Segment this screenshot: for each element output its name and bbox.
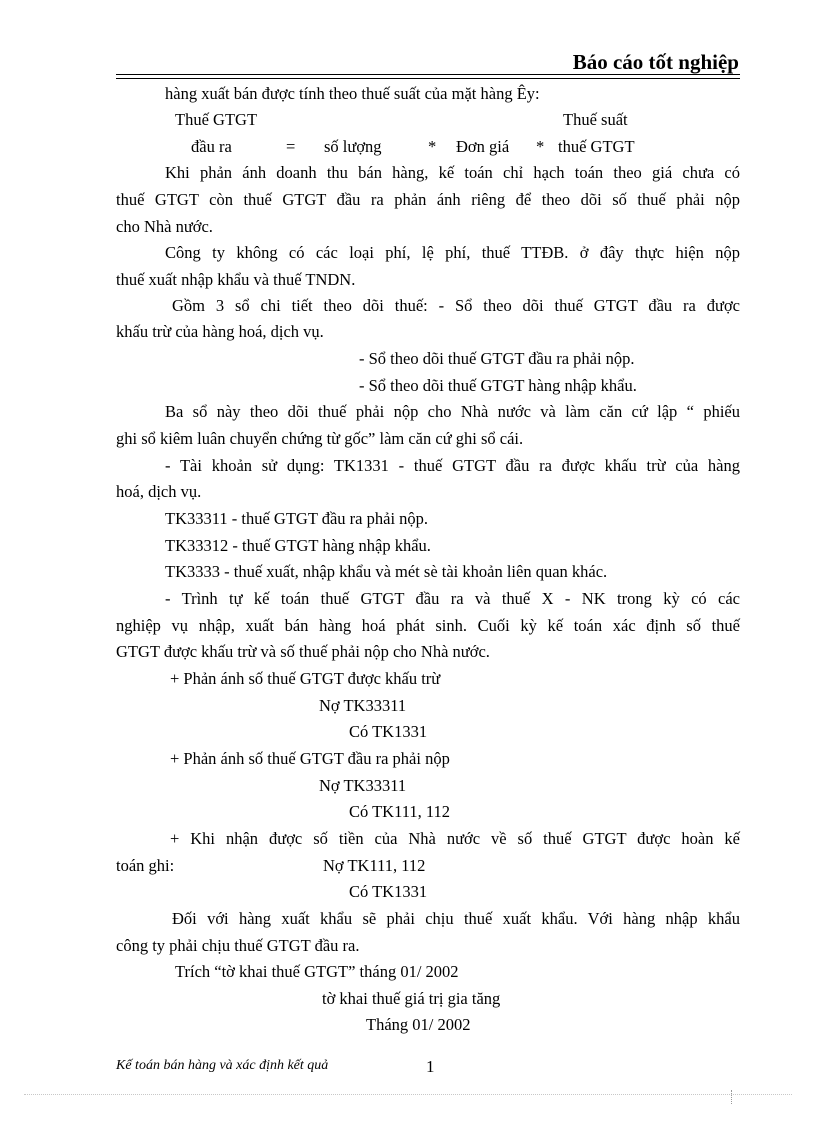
paragraph-line: cho Nhà nước. bbox=[116, 217, 213, 236]
entry-credit: Có TK111, 112 bbox=[349, 802, 450, 821]
excerpt-line: Trích “tờ khai thuế GTGT” tháng 01/ 2002 bbox=[175, 962, 459, 981]
intro-line: hàng xuất bán được tính theo thuế suất của mặt hàng Êy: bbox=[165, 84, 540, 103]
paragraph-line: hoá, dịch vụ. bbox=[116, 482, 202, 501]
ledger-item: - Sổ theo dõi thuế GTGT đầu ra phải nộp. bbox=[359, 349, 635, 368]
paragraph-line: Ba sổ này theo dõi thuế phải nộp cho Nhà nước và làm căn cứ lập “ phiếu bbox=[165, 402, 740, 421]
formula-label-vat: Thuế GTGT bbox=[175, 110, 258, 129]
paragraph-line: toán ghi: bbox=[116, 856, 175, 875]
formula-output: đầu ra bbox=[191, 137, 232, 156]
header-rule-thin bbox=[116, 78, 740, 79]
formula-label-rate: Thuế suất bbox=[563, 110, 628, 129]
paragraph-line: ghi sổ kiêm luân chuyển chứng từ gốc” làm căn cứ ghi sổ cái. bbox=[116, 429, 524, 448]
form-title: tờ khai thuế giá trị gia tăng bbox=[322, 989, 501, 1008]
paragraph-line: Khi phản ánh doanh thu bán hàng, kế toán chỉ hạch toán theo giá chưa có bbox=[165, 163, 740, 182]
paragraph-line: thuế xuất nhập khẩu và thuế TNDN. bbox=[116, 270, 356, 289]
formula-multiply-1: * bbox=[428, 137, 437, 156]
paragraph-line: - Trình tự kế toán thuế GTGT đầu ra và thuế X - NK trong kỳ có các bbox=[165, 589, 740, 608]
account-line: TK33311 - thuế GTGT đầu ra phải nộp. bbox=[165, 509, 429, 528]
entry-credit: Có TK1331 bbox=[349, 722, 428, 741]
page-number: 1 bbox=[426, 1057, 435, 1076]
formula-price: Đơn giá bbox=[456, 137, 510, 156]
form-month: Tháng 01/ 2002 bbox=[366, 1015, 471, 1034]
account-line: TK33312 - thuế GTGT hàng nhập khẩu. bbox=[165, 536, 431, 555]
paragraph-line: thuế GTGT còn thuế GTGT đầu ra phản ánh riêng để theo dõi số thuế phải nộp bbox=[116, 190, 740, 209]
account-line: TK3333 - thuế xuất, nhập khẩu và mét sè tài khoản liên quan khác. bbox=[165, 562, 608, 581]
paragraph-line: công ty phải chịu thuế GTGT đầu ra. bbox=[116, 936, 360, 955]
page-edge-rule bbox=[24, 1094, 792, 1095]
entry-debit: Nợ TK33311 bbox=[319, 696, 407, 715]
paragraph-line: Đối với hàng xuất khẩu sẽ phải chịu thuế xuất khẩu. Với hàng nhập khẩu bbox=[172, 909, 740, 928]
entry-heading: + Khi nhận được số tiền của Nhà nước về số thuế GTGT được hoàn kế bbox=[170, 829, 740, 848]
paragraph-line: - Tài khoản sử dụng: TK1331 - thuế GTGT đầu ra được khấu trừ của hàng bbox=[165, 456, 740, 475]
entry-credit: Có TK1331 bbox=[349, 882, 428, 901]
paragraph-line: Gồm 3 sổ chi tiết theo dõi thuế: - Sổ theo dõi thuế GTGT đầu ra được bbox=[172, 296, 740, 315]
paragraph-line: GTGT được khấu trừ và số thuế phải nộp cho Nhà nước. bbox=[116, 642, 490, 661]
entry-debit: Nợ TK111, 112 bbox=[323, 856, 426, 875]
paragraph-line: khấu trừ của hàng hoá, dịch vụ. bbox=[116, 322, 324, 341]
header-rule bbox=[116, 74, 740, 75]
entry-heading: + Phản ánh số thuế GTGT được khấu trừ bbox=[170, 669, 441, 688]
paragraph-line: nghiệp vụ nhập, xuất bán hàng hoá phát sinh. Cuối kỳ kế toán xác định số thuế bbox=[116, 616, 740, 635]
ledger-item: - Sổ theo dõi thuế GTGT hàng nhập khẩu. bbox=[359, 376, 637, 395]
header-title: Báo cáo tốt nghiệp bbox=[572, 50, 739, 74]
formula-rate-vat: thuế GTGT bbox=[558, 137, 635, 156]
entry-debit: Nợ TK33311 bbox=[319, 776, 407, 795]
paragraph-line: Công ty không có các loại phí, lệ phí, thuế TTĐB. ở đây thực hiện nộp bbox=[165, 243, 740, 262]
footer-text: Kế toán bán hàng và xác định kết quả bbox=[116, 1058, 329, 1073]
entry-heading: + Phản ánh số thuế GTGT đầu ra phải nộp bbox=[170, 749, 450, 768]
page-corner-mark bbox=[731, 1090, 732, 1104]
formula-equals: = bbox=[286, 137, 296, 156]
formula-quantity: số lượng bbox=[324, 137, 382, 156]
formula-multiply-2: * bbox=[536, 137, 545, 156]
